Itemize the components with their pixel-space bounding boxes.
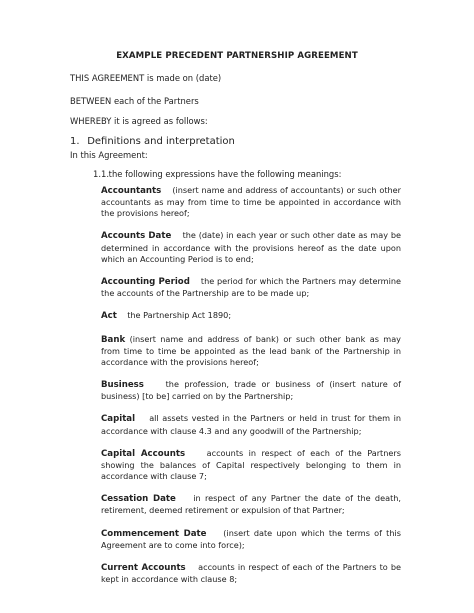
definition-item: [101, 493, 401, 516]
intro-date-line: THIS AGREEMENT is made on (date): [70, 73, 222, 83]
definition-item: [101, 448, 401, 482]
definition-term: Bank: [101, 334, 126, 345]
section-title: Definitions and interpretation: [87, 136, 235, 147]
definition-item: [101, 413, 401, 436]
definition-text: all assets vested in the Partners or held in trust for them in accordance with clause 4.3 and any goodwill of the Partnership;: [101, 413, 401, 436]
definition-term: Accounts Date: [101, 231, 172, 242]
definition-text: (insert name and address of accountants) or such other accountants as may from time to time be appointed in accordance with the provisions hereof;: [101, 185, 401, 219]
definition-item: [101, 334, 401, 368]
definition-term: Cessation Date: [101, 494, 176, 505]
definition-term: Commencement Date: [101, 528, 207, 539]
definition-term: Capital Accounts: [101, 448, 186, 459]
definition-text: accounts in respect of each of the Partners showing the balances of Capital respectively belonging to them in accordance with clause 7;: [101, 447, 401, 481]
definition-term: Accounting Period: [101, 276, 190, 287]
section-number: 1.: [70, 136, 80, 147]
definitions-list: [101, 185, 401, 596]
definition-term: Current Accounts: [101, 563, 186, 574]
definition-text: (insert date upon which the terms of this Agreement are to come into force);: [101, 527, 401, 550]
definition-text: the period for which the Partners may determine the accounts of the Partnership are to be made up;: [101, 275, 401, 299]
definition-item: [101, 310, 401, 322]
intro-between-line: BETWEEN each of the Partners: [70, 96, 199, 106]
clause-text: the following expressions have the following meanings:: [108, 169, 342, 179]
definition-item: [101, 379, 401, 402]
definition-item: [101, 185, 401, 219]
document-title: EXAMPLE PRECEDENT PARTNERSHIP AGREEMENT: [116, 51, 358, 61]
definition-text: in respect of any Partner the date of the death, retirement, deemed retirement or expulsion of that Partner;: [101, 493, 401, 516]
definition-item: [101, 276, 401, 299]
definition-term: Capital: [101, 414, 136, 425]
definition-text: accounts in respect of each of the Partners to be kept in accordance with clause 8;: [101, 562, 402, 585]
section-heading: [70, 136, 235, 147]
definition-text: the (date) in each year or such other date as may be determined in accordance with the provisions hereof as the date upon which an Accounting Period is to end;: [101, 230, 401, 264]
clause-1-1: [93, 169, 341, 179]
definition-text: (insert name and address of bank) or such other bank as may from time to time be appointed as the lead bank of the Partnership in accordance with the provisions hereof;: [101, 333, 401, 367]
definition-text: the Partnership Act 1890;: [127, 310, 232, 321]
definition-item: [101, 230, 401, 264]
clause-number: 1.1.: [93, 169, 109, 179]
definition-term: Accountants: [101, 186, 162, 196]
definition-text: the profession, trade or business of (insert nature of business) [to be] carried on by the Partnership;: [101, 379, 401, 402]
definition-item: [101, 562, 401, 585]
definition-item: [101, 528, 401, 551]
definition-term: Act: [101, 311, 117, 322]
definition-term: Business: [101, 380, 144, 391]
section-lead: In this Agreement:: [70, 150, 148, 160]
intro-whereby-line: WHEREBY it is agreed as follows:: [70, 116, 208, 126]
